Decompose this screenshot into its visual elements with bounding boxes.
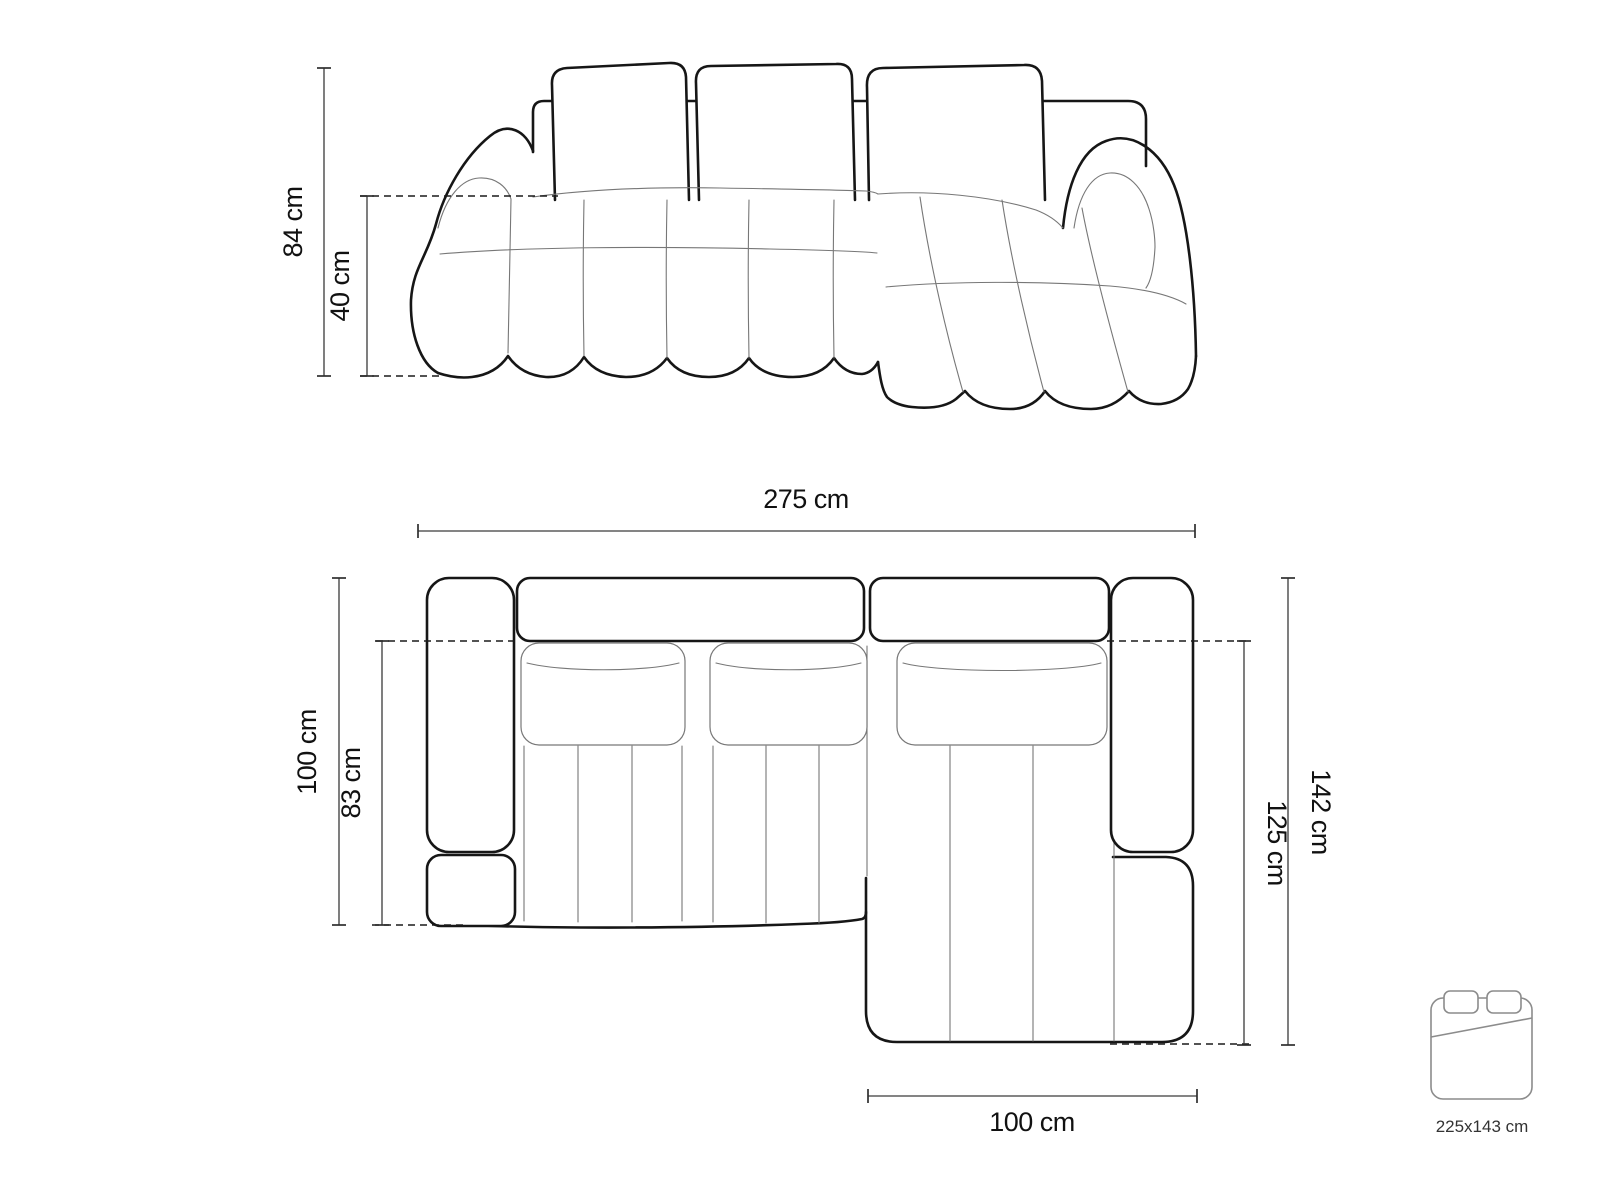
dim-front-seat-height <box>325 196 374 376</box>
front-chaise-channel-line <box>920 197 963 392</box>
bed-pillow-left <box>1444 991 1478 1013</box>
front-pillow-2 <box>696 64 855 200</box>
dim-label-front-seat-height: 40 cm <box>325 250 355 322</box>
dim-label-top-seat-depth: 83 cm <box>336 747 366 819</box>
top-seat-cushion-2 <box>710 643 867 745</box>
front-channel-line <box>583 200 584 356</box>
bed-pillow-right <box>1487 991 1521 1013</box>
top-view <box>292 484 1336 1137</box>
front-channel-line <box>748 200 749 358</box>
front-view <box>278 63 1196 409</box>
front-seat-bottom-scallops <box>438 356 878 378</box>
dim-top-total-width <box>418 484 1195 538</box>
top-backrest-left <box>517 578 864 641</box>
top-armrest-right <box>1111 578 1193 852</box>
front-chaise-channel-line <box>1002 200 1044 392</box>
front-channel-line <box>666 200 667 358</box>
top-backrest-right <box>870 578 1109 641</box>
top-seat-cushion-1 <box>521 643 685 745</box>
top-seat-cushion-3 <box>897 643 1107 745</box>
bed-icon <box>1431 991 1532 1136</box>
front-right-arm-outline <box>1063 138 1196 356</box>
sleeping-area-label: 225x143 cm <box>1435 1117 1529 1136</box>
dim-front-total-height <box>278 68 331 376</box>
front-left-arm-inner-arc <box>438 178 511 353</box>
front-pillow-1 <box>552 63 689 200</box>
dim-label-front-total-height: 84 cm <box>278 186 308 258</box>
dim-label-top-total-depth: 100 cm <box>292 709 322 795</box>
dim-label-top-chaise-depth-inner: 125 cm <box>1262 800 1292 886</box>
front-seat-horizontal-seam <box>440 247 877 254</box>
top-chaise-outline <box>866 857 1193 1042</box>
front-left-arm-outline <box>411 129 533 373</box>
dim-label-top-chaise-depth-total: 142 cm <box>1306 769 1336 855</box>
dim-label-top-chaise-width: 100 cm <box>989 1107 1075 1137</box>
dim-top-chaise-depth-inner <box>1237 641 1292 1045</box>
dim-top-chaise-width <box>868 1089 1197 1137</box>
dim-label-top-total-width: 275 cm <box>763 484 849 514</box>
top-front-left-piece <box>427 855 515 926</box>
top-armrest-left <box>427 578 514 852</box>
front-channel-line <box>833 200 834 358</box>
top-seat-bottom-edge <box>468 912 866 928</box>
front-pillow-3 <box>867 65 1045 200</box>
front-chaise-channel-line <box>1082 208 1128 392</box>
dim-top-seat-depth <box>336 641 389 925</box>
front-chaise-horizontal-seam <box>886 282 1186 304</box>
